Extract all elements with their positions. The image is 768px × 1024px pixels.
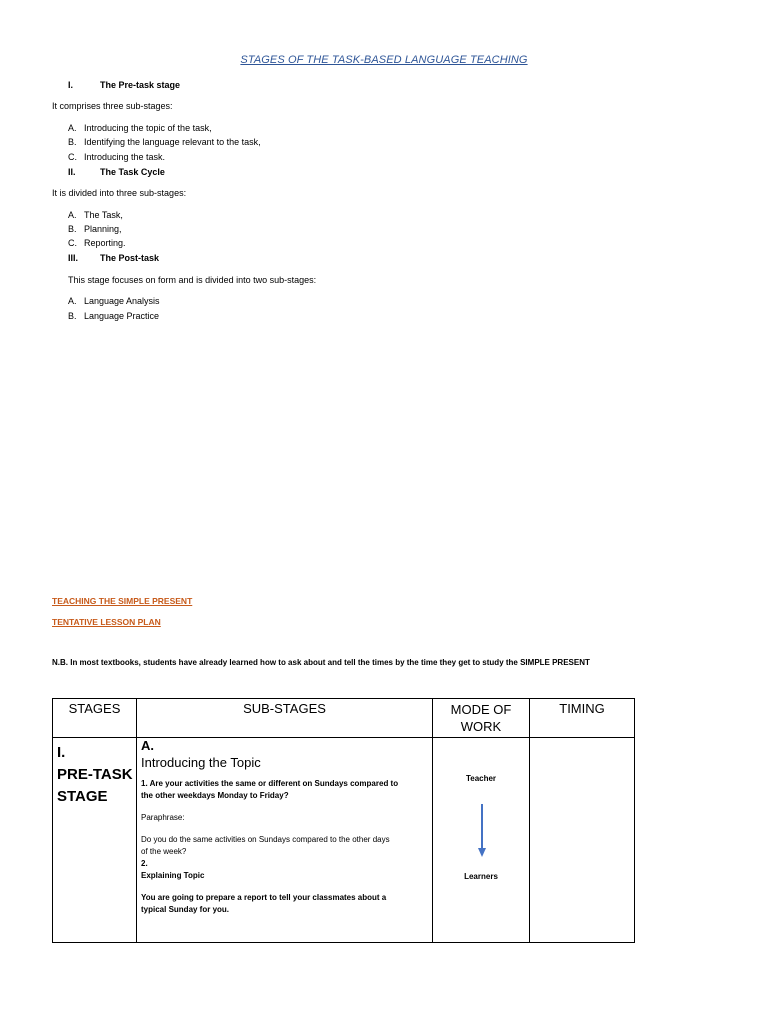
section-1-intro: It comprises three sub-stages: <box>52 101 173 111</box>
list-item <box>68 137 261 147</box>
explain-line1: You are going to prepare a report to tell your classmates about a <box>141 893 387 902</box>
list-letter: A. <box>68 210 77 220</box>
list-text: Introducing the topic of the task, <box>84 123 212 133</box>
note <box>52 658 590 667</box>
header-sub-stages: SUB-STAGES <box>137 699 433 738</box>
list-letter: A. <box>68 296 77 306</box>
list-item <box>68 296 160 306</box>
section-3-title: The Post-task <box>100 253 160 263</box>
list-letter: B. <box>68 311 77 321</box>
question-1-line1: 1. Are your activities the same or different on Sundays compared to <box>141 779 399 788</box>
header-mode-of-work <box>433 699 530 738</box>
paraphrase-label: Paraphrase: <box>141 813 185 822</box>
mode-of-work-cell <box>433 738 530 943</box>
item-2-number: 2. <box>141 859 148 868</box>
mode-teacher: Teacher <box>465 774 497 783</box>
sub-stage-letter: A. <box>141 738 154 753</box>
list-item <box>68 123 212 133</box>
stage-numeral: I. <box>57 744 66 761</box>
stage-name-line2: STAGE <box>57 788 108 805</box>
section-2-heading <box>68 167 165 177</box>
list-item <box>68 238 126 248</box>
stage-cell <box>53 738 137 943</box>
list-text: Identifying the language relevant to the task, <box>84 137 261 147</box>
paraphrase-line1: Do you do the same activities on Sundays compared to the other days <box>141 835 390 844</box>
list-letter: B. <box>68 224 77 234</box>
list-text: Introducing the task. <box>84 152 166 162</box>
list-text: Reporting. <box>84 238 126 248</box>
header-mode-line2: WORK <box>460 719 502 734</box>
timing-cell <box>530 738 635 943</box>
section-1-title: The Pre-task stage <box>100 80 181 90</box>
header-timing: TIMING <box>530 699 635 738</box>
section-2-title: The Task Cycle <box>100 167 165 177</box>
list-text: Language Practice <box>84 311 160 321</box>
list-letter: B. <box>68 137 77 147</box>
section-3-heading <box>68 253 159 263</box>
list-text: The Task, <box>84 210 123 220</box>
section-3-intro: This stage focuses on form and is divided into two sub-stages: <box>68 275 317 285</box>
note-emphasis: SIMPLE PRESENT <box>520 658 590 667</box>
section-1-numeral: I. <box>68 80 74 90</box>
list-text: Planning, <box>84 224 122 234</box>
list-item <box>68 210 123 220</box>
section-3-numeral: III. <box>68 253 79 263</box>
document-title: STAGES OF THE TASK-BASED LANGUAGE TEACHING <box>240 54 528 66</box>
sub-stage-title: Introducing the Topic <box>141 755 261 770</box>
section-2-intro: It is divided into three sub-stages: <box>52 188 187 198</box>
lesson-plan-heading: TENTATIVE LESSON PLAN <box>52 617 161 627</box>
sub-stage-cell <box>137 738 433 943</box>
explain-line2: typical Sunday for you. <box>141 905 230 914</box>
list-text: Language Analysis <box>84 296 160 306</box>
table-row <box>53 738 635 943</box>
mode-learners: Learners <box>464 872 498 881</box>
paraphrase-line2: of the week? <box>141 847 187 856</box>
item-2-label: Explaining Topic <box>141 871 205 880</box>
down-arrow-icon <box>476 804 488 858</box>
list-letter: C. <box>68 152 77 162</box>
lesson-heading: TEACHING THE SIMPLE PRESENT <box>52 596 193 606</box>
stage-name-line1: PRE-TASK <box>57 766 133 783</box>
note-text: N.B. In most textbooks, students have already learned how to ask about and tell the times by the time they get to study the <box>52 658 521 667</box>
list-item <box>68 224 122 234</box>
list-letter: A. <box>68 123 77 133</box>
section-2-numeral: II. <box>68 167 76 177</box>
list-item <box>68 152 165 162</box>
list-item <box>68 311 159 321</box>
lesson-plan-table <box>52 698 635 943</box>
header-mode-line1: MODE OF <box>450 702 512 717</box>
section-1-heading <box>68 80 180 90</box>
question-1-line2: the other weekdays Monday to Friday? <box>141 791 289 800</box>
table-header-row <box>53 699 635 738</box>
list-letter: C. <box>68 238 77 248</box>
header-stages: STAGES <box>53 699 137 738</box>
